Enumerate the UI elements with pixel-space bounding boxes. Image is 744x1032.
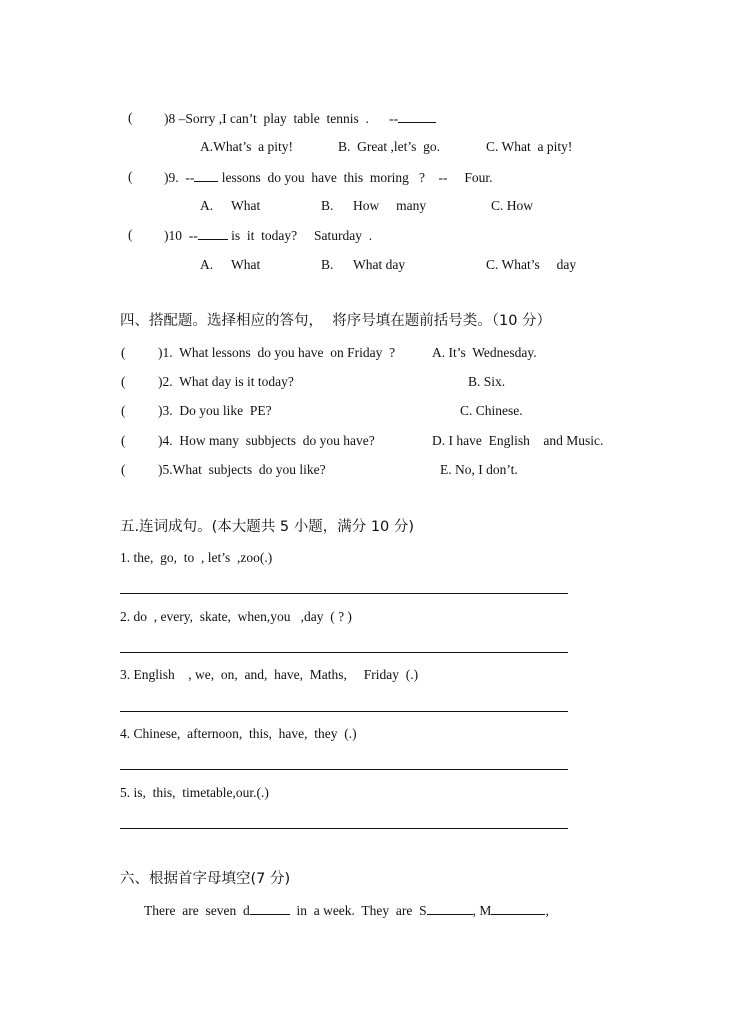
question-8-text: )8 –Sorry ,I can’t play table tennis . --	[164, 110, 436, 127]
answer-blank[interactable]	[491, 902, 545, 915]
answer-line[interactable]	[120, 769, 568, 770]
q10-option-b: What day	[353, 257, 406, 272]
answer-paren: (	[121, 374, 126, 389]
q10-option-a-letter: A.	[200, 257, 214, 272]
answer-blank[interactable]	[198, 227, 228, 240]
match-question-4: )4. How many subbjects do you have?	[158, 433, 375, 448]
match-answer-a: A. It’s Wednesday.	[432, 345, 537, 360]
q9-option-a: What	[231, 198, 261, 213]
q10-option-b-letter: B.	[321, 257, 334, 272]
answer-blank[interactable]	[398, 110, 436, 123]
match-question-2: )2. What day is it today?	[158, 374, 294, 389]
answer-line[interactable]	[120, 711, 568, 712]
match-question-5: )5.What subjects do you like?	[158, 462, 326, 477]
answer-line[interactable]	[120, 828, 568, 829]
word-order-item-1: 1. the, go, to , let’s ,zoo(.)	[120, 550, 273, 565]
match-answer-d: D. I have English and Music.	[432, 433, 604, 448]
word-order-item-5: 5. is, this, timetable,our.(.)	[120, 785, 269, 800]
answer-blank[interactable]	[427, 902, 473, 915]
match-question-3: )3. Do you like PE?	[158, 403, 272, 418]
q10-option-a: What	[231, 257, 261, 272]
q10-option-c: C. What’s day	[486, 257, 577, 272]
fill-initial-letter-line: There are seven d in a week. They are S , M ,	[144, 903, 549, 918]
answer-paren: (	[128, 169, 133, 184]
match-answer-e: E. No, I don’t.	[440, 462, 518, 477]
answer-blank[interactable]	[250, 902, 290, 915]
answer-paren: (	[121, 433, 126, 448]
word-order-item-3: 3. English , we, on, and, have, Maths, Friday (.)	[120, 667, 419, 682]
q8-option-a: A.What’s a pity!	[200, 139, 293, 154]
match-question-1: )1. What lessons do you have on Friday ?	[158, 345, 396, 360]
q9-option-a-letter: A.	[200, 198, 214, 213]
question-9-text: )9. -- lessons do you have this moring ? -- Four.	[164, 170, 493, 185]
answer-line[interactable]	[120, 593, 568, 594]
answer-paren: (	[128, 110, 133, 125]
section-6-title: 六、根据首字母填空(7 分)	[120, 871, 291, 887]
answer-paren: (	[121, 345, 126, 360]
match-answer-c: C. Chinese.	[460, 403, 523, 418]
word-order-item-4: 4. Chinese, afternoon, this, have, they (.)	[120, 726, 357, 741]
q9-option-c: C. How	[491, 198, 534, 213]
q8-option-b: B. Great ,let’s go.	[338, 139, 440, 154]
section-4-title: 四、搭配题。选择相应的答句， 将序号填在题前括号类。（10 分）	[120, 313, 552, 329]
q9-option-b: How many	[353, 198, 427, 213]
answer-line[interactable]	[120, 652, 568, 653]
question-10-text: )10 -- is it today? Saturday .	[164, 228, 373, 243]
answer-paren: (	[121, 462, 126, 477]
q8-option-c: C. What a pity!	[486, 139, 573, 154]
q9-option-b-letter: B.	[321, 198, 334, 213]
section-5-title: 五.连词成句。(本大题共 5 小题，满分 10 分)	[120, 519, 415, 535]
answer-paren: (	[121, 403, 126, 418]
match-answer-b: B. Six.	[468, 374, 506, 389]
word-order-item-2: 2. do , every, skate, when,you ,day ( ? )	[120, 609, 352, 624]
answer-blank[interactable]	[194, 169, 218, 182]
answer-paren: (	[128, 227, 133, 242]
